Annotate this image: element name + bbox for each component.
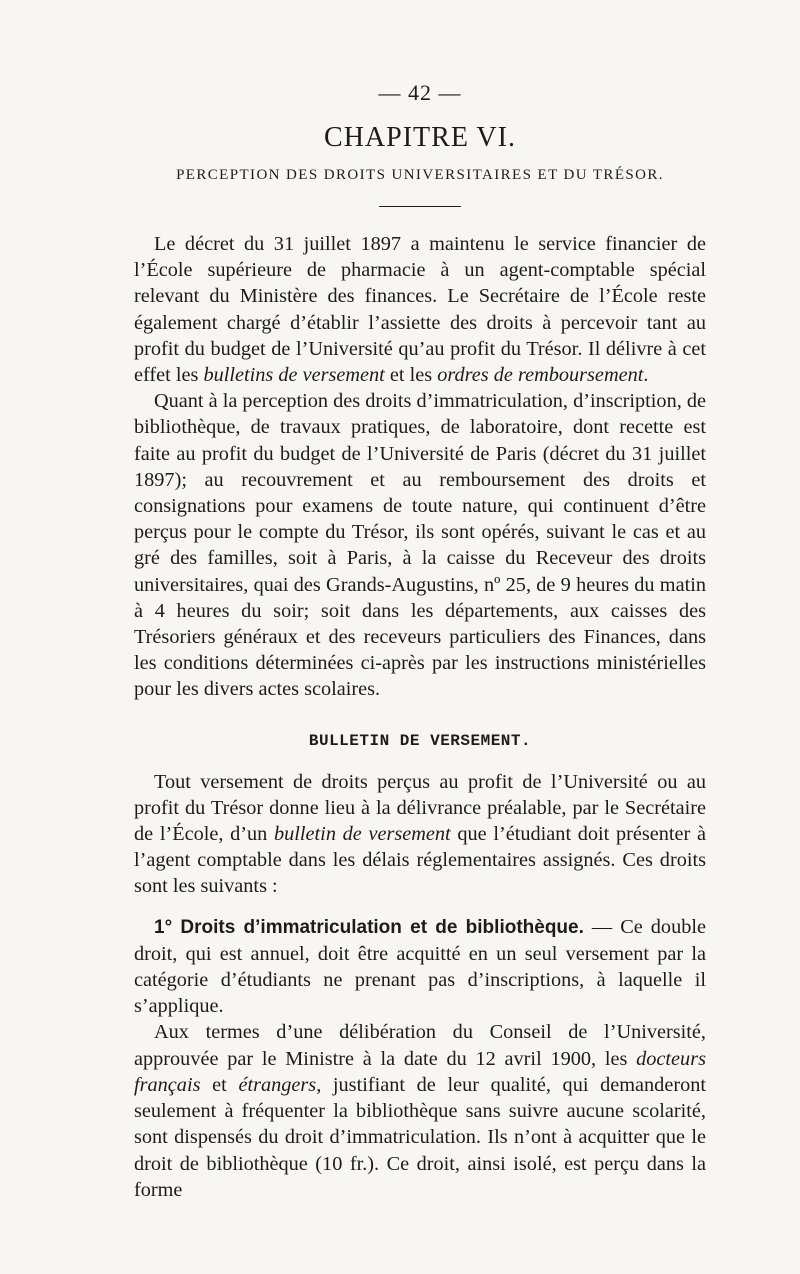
paragraph-versement bbox=[134, 769, 706, 900]
paragraph-text: que l’étudiant doit présenter à l’agent comptable dans les délais réglementaires assignés. Ces droits sont les suivants : bbox=[134, 823, 707, 898]
chapter-title: CHAPITRE VI. bbox=[324, 122, 516, 153]
horizontal-rule bbox=[379, 206, 461, 207]
italic-term: bulletin de versement bbox=[274, 823, 451, 846]
section-heading: BULLETIN DE VERSEMENT. bbox=[308, 731, 532, 750]
paragraph-text: , justifiant de leur qualité, qui demanderont seulement à fréquenter la bibliothèque sans suivre aucune scolarité, sont dispensés du droit d’immatriculation. Ils n’ont à acquitter que le droit de bibliothèque (10 fr.). Ce droit, ainsi isolé, est perçu dans la forme bbox=[134, 1073, 706, 1201]
paragraph-text: Aux termes d’une délibération du Conseil de l’Université, approuvée par le Ministre à la date du 12 avril 1900, les bbox=[134, 1021, 706, 1070]
paragraph-text: Tout versement de droits perçus au profit de l’Université ou au profit du Trésor donne lieu à la délivrance préalable, par le Secrétaire de l’École, d’un bbox=[134, 770, 706, 846]
paragraph-perception: Quant à la perception des droits d’immatriculation, d’inscription, de bibliothèque, de travaux pratiques, de laboratoire, dont recette est faite au profit du budget de l’Université de Paris (décret du 31 juillet 1897); au recouvrement et au remboursement des droits et consignations pour examens de toute nature, qui continuent d’être perçus pour le compte du Trésor, ils sont opérés, suivant le cas et au gré des familles, soit à Paris, à la caisse du Receveur des droits universitaires, quai des Grands-Augustins, nº 25, de 9 heures du matin à 4 heures du soir; soit dans les départements, aux caisses des Trésoriers généraux et des receveurs particuliers des Finances, dans les conditions déterminées ci-après par les instructions ministérielles pour les divers actes scolaires. bbox=[134, 390, 706, 701]
page-number: — 42 — bbox=[378, 80, 462, 105]
paragraph-deliberation bbox=[134, 1019, 706, 1202]
paragraph-intro bbox=[134, 231, 706, 388]
document-page bbox=[134, 78, 706, 1203]
paragraph-text: — Ce double droit, qui est annuel, doit être acquitté en un seul versement par la catégorie d’étudiants ne prenant pas d’inscriptions, à laquelle il s’applique. bbox=[134, 915, 706, 1018]
subheading: 1° Droits d’immatriculation et de bibliothèque. bbox=[154, 916, 584, 938]
italic-term: ordres de remboursement bbox=[437, 364, 644, 387]
paragraph-text: . bbox=[643, 364, 649, 387]
paragraph-text: et bbox=[200, 1073, 239, 1096]
paragraph-text: Le décret du 31 juillet 1897 a maintenu le service financier de l’École supérieure de pharmacie à un agent-comptable spécial relevant du Ministère des finances. Le Secrétaire de l’École reste également chargé d’établir l’assiette des droits à percevoir tant au profit du budget de l’Université qu’au profit du Trésor. Il délivre à cet effet les bbox=[134, 233, 706, 387]
italic-term: bulletins de versement bbox=[203, 364, 385, 387]
italic-term: étrangers bbox=[238, 1073, 317, 1096]
chapter-subtitle: PERCEPTION DES DROITS UNIVERSITAIRES ET DU TRÉSOR. bbox=[176, 167, 664, 183]
paragraph-text: et les bbox=[384, 364, 438, 387]
paragraph-immatriculation bbox=[134, 914, 706, 1020]
italic-term: docteurs français bbox=[134, 1047, 706, 1096]
